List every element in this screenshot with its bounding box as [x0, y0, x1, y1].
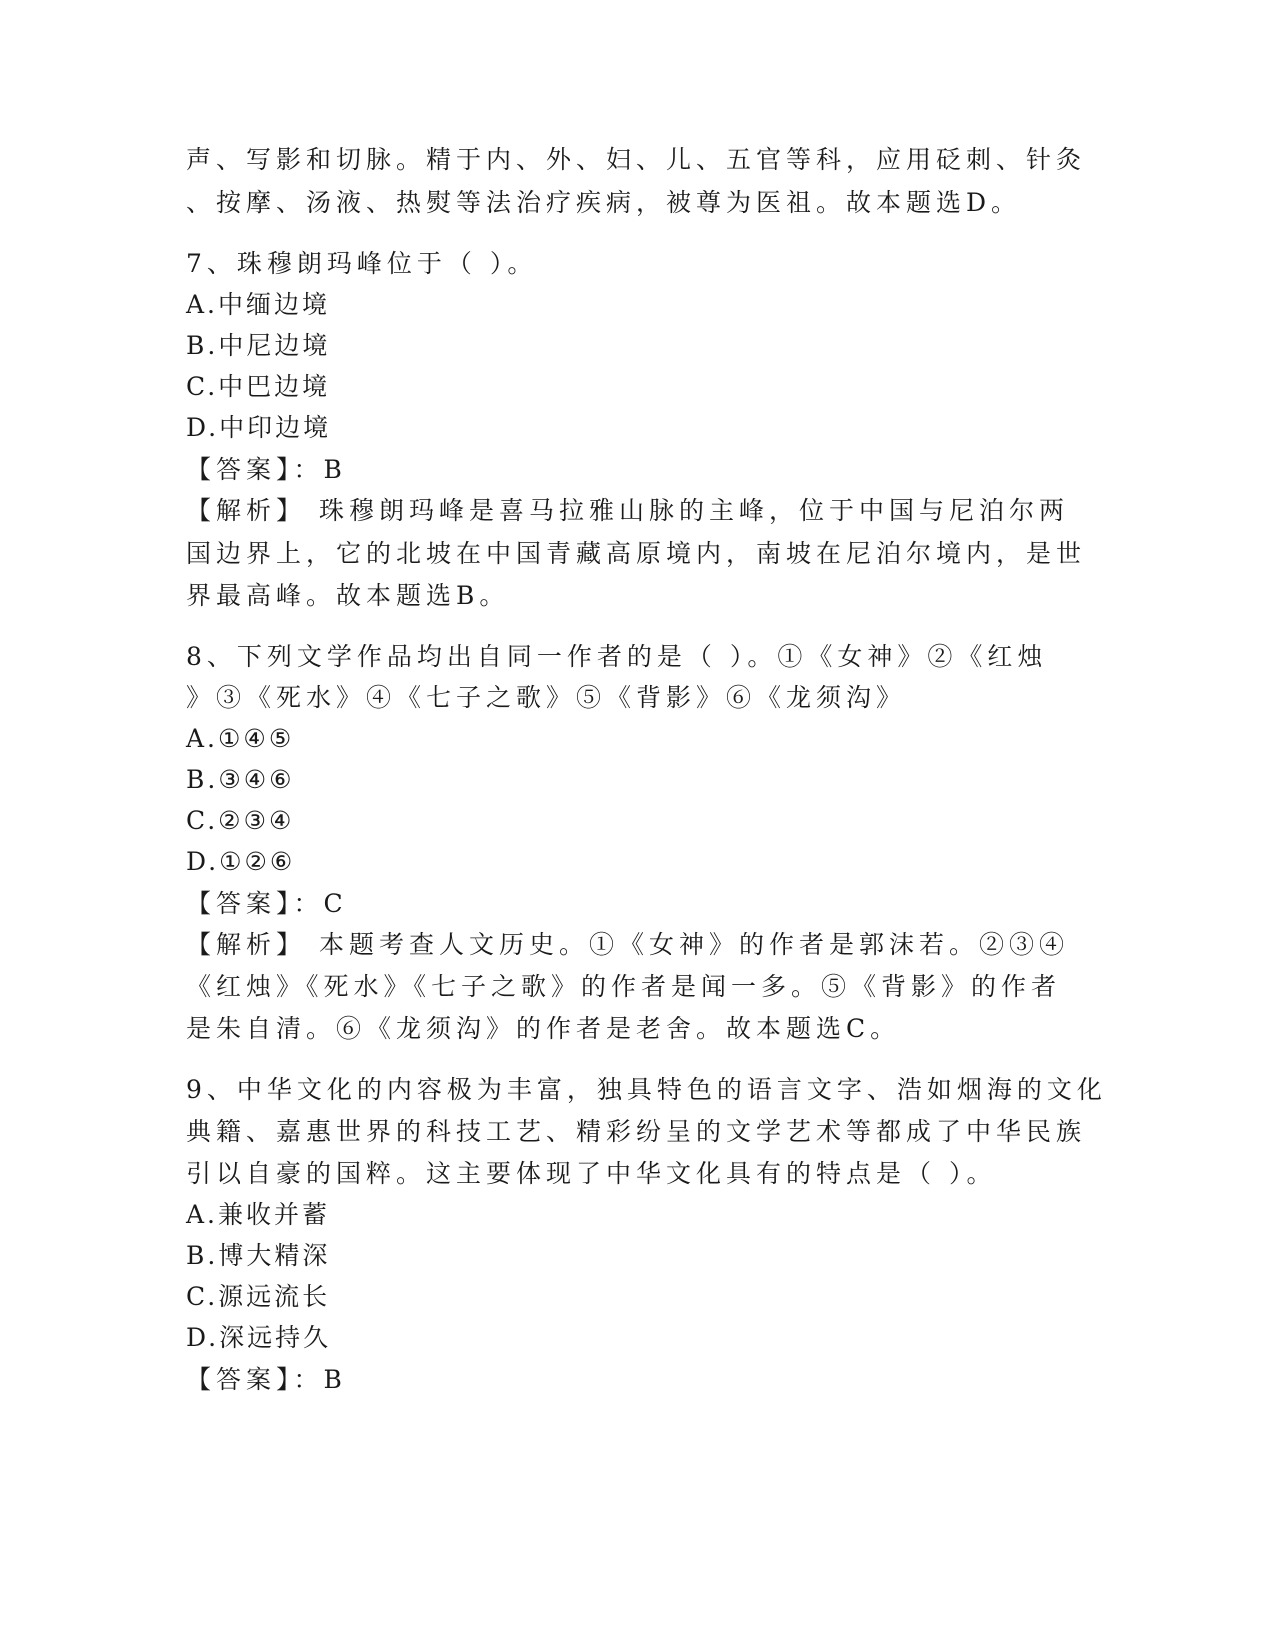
question-9-option-a: A.兼收并蓄 [186, 1200, 331, 1229]
question-9-stem: 9、中华文化的内容极为丰富，独具特色的语言文字、浩如烟海的文化 [186, 1075, 1107, 1104]
question-9-option-b: B.博大精深 [186, 1241, 331, 1270]
question-7-option-d: D.中印边境 [186, 413, 332, 442]
question-7-analysis-line: 【解析】 珠穆朗玛峰是喜马拉雅山脉的主峰，位于中国与尼泊尔两 [186, 496, 1069, 525]
question-9-stem: 引以自豪的国粹。这主要体现了中华文化具有的特点是（ ）。 [186, 1159, 997, 1188]
question-8-analysis-line: 是朱自清。⑥《龙须沟》的作者是老舍。故本题选C。 [186, 1014, 901, 1043]
question-8-option-b: B.③④⑥ [186, 765, 295, 794]
question-7-analysis-line: 界最高峰。故本题选B。 [186, 581, 510, 610]
question-8-answer: 【答案】：C [186, 889, 348, 918]
intro-line: 、按摩、汤液、热熨等法治疗疾病，被尊为医祖。故本题选D。 [186, 188, 1022, 217]
question-8-stem: 8、下列文学作品均出自同一作者的是（ ）。①《女神》②《红烛 [186, 642, 1048, 671]
question-8-stem: 》③《死水》④《七子之歌》⑤《背影》⑥《龙须沟》 [186, 683, 907, 712]
question-9-stem: 典籍、嘉惠世界的科技工艺、精彩纷呈的文学艺术等都成了中华民族 [186, 1117, 1087, 1146]
question-7-answer: 【答案】：B [186, 455, 347, 484]
question-9-option-c: C.源远流长 [186, 1282, 331, 1311]
question-9-option-d: D.深远持久 [186, 1323, 332, 1352]
question-8-option-a: A.①④⑤ [186, 724, 295, 753]
question-7-analysis-line: 国边界上，它的北坡在中国青藏高原境内，南坡在尼泊尔境内，是世 [186, 539, 1087, 568]
question-9-answer: 【答案】：B [186, 1365, 347, 1394]
question-8-analysis-line: 【解析】 本题考查人文历史。①《女神》的作者是郭沫若。②③④ [186, 930, 1069, 959]
question-8-option-d: D.①②⑥ [186, 847, 296, 876]
question-8-option-c: C.②③④ [186, 806, 295, 835]
question-7-option-b: B.中尼边境 [186, 331, 331, 360]
question-7-stem: 7、珠穆朗玛峰位于（ ）。 [186, 249, 538, 278]
question-7-option-c: C.中巴边境 [186, 372, 331, 401]
question-7-option-a: A.中缅边境 [186, 290, 331, 319]
intro-line: 声、写影和切脉。精于内、外、妇、儿、五官等科，应用砭刺、针灸 [186, 145, 1087, 174]
question-8-analysis-line: 《红烛》《死水》《七子之歌》的作者是闻一多。⑤《背影》的作者 [186, 972, 1062, 1001]
